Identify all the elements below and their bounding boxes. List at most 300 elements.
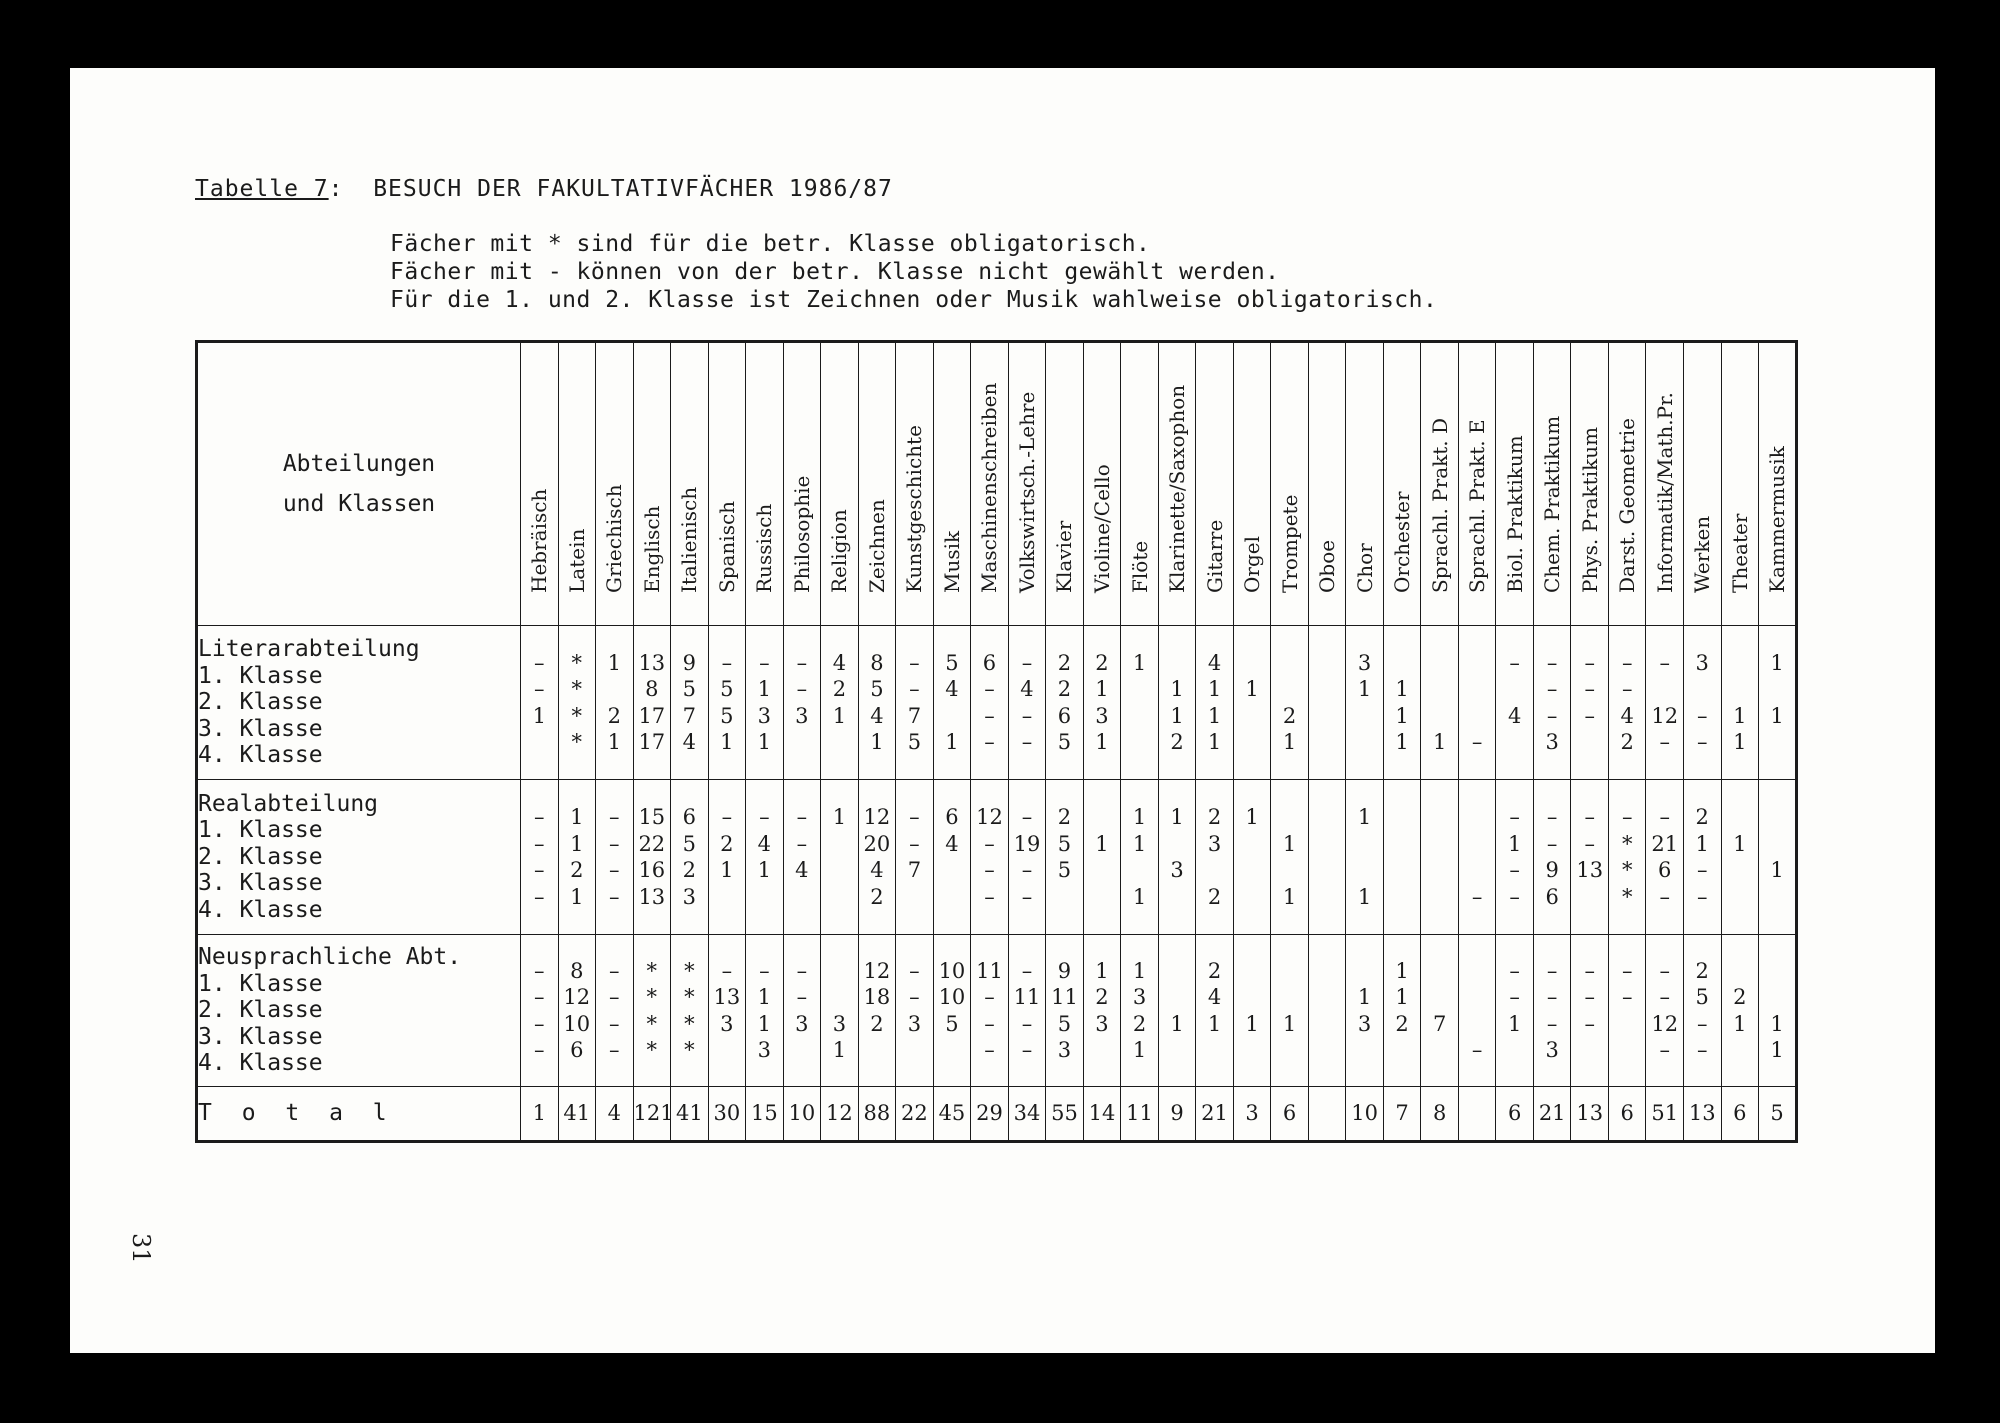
cell-value: 1 — [1095, 831, 1109, 856]
total-value — [1458, 1087, 1496, 1142]
cell-value: – — [984, 730, 995, 755]
cell-value — [1309, 884, 1346, 911]
total-value: 121 — [633, 1087, 671, 1142]
cell-value: 12 — [563, 985, 591, 1010]
total-value: 13 — [1571, 1087, 1609, 1142]
subject-cell — [1421, 780, 1459, 934]
subject-cell — [1383, 626, 1421, 780]
cell-value — [1159, 650, 1196, 677]
cell-value: – — [534, 1011, 545, 1036]
cell-value: – — [1509, 985, 1520, 1010]
cell-value: 6 — [945, 805, 959, 830]
cell-value: – — [1584, 958, 1595, 983]
cell-value: 3 — [757, 703, 772, 728]
subject-cell — [1158, 626, 1196, 780]
subject-cell — [1608, 626, 1646, 780]
subject-cell — [971, 626, 1009, 780]
class-label: 3. Klasse — [198, 715, 323, 742]
total-value: 30 — [708, 1087, 746, 1142]
cell-value: 1 — [1282, 831, 1297, 856]
cell-value: 3 — [1545, 730, 1559, 755]
title-text: BESUCH DER FAKULTATIVFÄCHER 1986/87 — [373, 176, 893, 202]
cell-value — [1722, 804, 1759, 831]
department-row — [197, 626, 1797, 780]
subject-cell — [1196, 780, 1234, 934]
total-value — [1308, 1087, 1346, 1142]
legend-note-not-selectable: Fächer mit - können von der betr. Klasse nicht gewählt werden. — [390, 259, 1280, 285]
cell-value: 1 — [1170, 677, 1184, 702]
subject-cell — [896, 626, 934, 780]
cell-value: 2 — [607, 703, 621, 728]
total-value: 12 — [821, 1087, 859, 1142]
cell-value: 3 — [1095, 703, 1109, 728]
cell-value: 1 — [757, 1011, 772, 1036]
cell-value: – — [1621, 958, 1633, 983]
cell-value — [1271, 804, 1308, 831]
subject-cell — [1421, 934, 1459, 1086]
cell-value — [709, 884, 746, 911]
cell-value — [896, 1037, 933, 1064]
cell-value — [1759, 984, 1795, 1011]
cell-value — [1459, 804, 1496, 831]
cell-value — [1309, 650, 1346, 677]
cell-value — [821, 857, 858, 884]
table-title — [195, 176, 893, 202]
total-value: 88 — [858, 1087, 896, 1142]
cell-value — [1121, 703, 1158, 730]
cell-value — [1271, 650, 1308, 677]
cell-value — [1421, 703, 1458, 730]
cell-value — [1421, 831, 1458, 858]
class-label: 2. Klasse — [198, 997, 323, 1024]
subject-cell — [933, 934, 971, 1086]
total-value: 6 — [1496, 1087, 1534, 1142]
cell-value: 13 — [638, 650, 666, 675]
total-label: T o t a l — [197, 1087, 521, 1142]
cell-value — [1759, 729, 1795, 756]
subject-cell — [671, 780, 709, 934]
cell-value: 4 — [870, 703, 884, 728]
subject-label: Biol. Praktikum — [1502, 435, 1527, 593]
subject-label: Klavier — [1052, 520, 1077, 593]
cell-value: – — [609, 884, 620, 909]
cell-value — [1759, 958, 1795, 985]
subject-label: Spanisch — [714, 500, 739, 593]
cell-value: 1 — [1733, 1011, 1747, 1036]
cell-value: 11 — [1051, 985, 1078, 1010]
cell-value: – — [1621, 985, 1633, 1010]
cell-value — [1121, 676, 1158, 703]
cell-value: – — [1659, 1038, 1670, 1063]
subject-label: Italienisch — [677, 486, 702, 593]
cell-value: 6 — [1658, 858, 1672, 883]
cell-value — [1159, 831, 1196, 858]
cell-value: – — [534, 884, 545, 909]
cell-value: 6 — [1545, 884, 1559, 909]
cell-value: – — [609, 858, 620, 883]
cell-value: – — [1584, 985, 1595, 1010]
department-name: Realabteilung — [198, 790, 379, 817]
cell-value — [1309, 831, 1346, 858]
cell-value: – — [909, 958, 920, 983]
cell-value: – — [909, 677, 920, 702]
subject-cell — [1083, 780, 1121, 934]
cell-value — [1234, 831, 1271, 858]
subject-cell — [821, 780, 859, 934]
cell-value: 1 — [1132, 884, 1147, 909]
subject-header — [1496, 342, 1534, 626]
cell-value — [934, 703, 971, 730]
cell-value — [1459, 984, 1496, 1011]
cell-value: 3 — [757, 1038, 772, 1063]
cell-value — [1309, 857, 1346, 884]
cell-value — [1496, 676, 1533, 703]
cell-value: – — [1696, 1011, 1708, 1036]
page-number: 31 — [127, 1233, 155, 1264]
subject-label: Orgel — [1240, 536, 1265, 593]
total-value: 15 — [746, 1087, 784, 1142]
subject-cell — [708, 626, 746, 780]
cell-value: 4 — [945, 677, 959, 702]
total-value: 4 — [596, 1087, 634, 1142]
cell-value — [1309, 1037, 1346, 1064]
subject-label: Chem. Praktikum — [1540, 415, 1565, 593]
subject-label: Flöte — [1127, 540, 1152, 593]
cell-value: 1 — [1132, 958, 1147, 983]
cell-value: 2 — [1282, 703, 1297, 728]
subject-label: Maschinenschreiben — [977, 382, 1002, 593]
cell-value: 1 — [1507, 1011, 1522, 1036]
legend-note-obligatory: Fächer mit * sind für die betr. Klasse obligatorisch. — [390, 231, 1151, 257]
subject-cell — [558, 780, 596, 934]
subject-header — [1008, 342, 1046, 626]
subject-cell — [671, 934, 709, 1086]
cell-value — [1046, 884, 1083, 911]
cell-value: – — [984, 985, 995, 1010]
subject-cell — [558, 626, 596, 780]
cell-value: 3 — [1357, 1011, 1372, 1036]
subject-cell — [1196, 626, 1234, 780]
subject-cell — [1308, 934, 1346, 1086]
cell-value — [1684, 676, 1721, 703]
subject-header — [858, 342, 896, 626]
cell-value: – — [1021, 805, 1033, 830]
cell-value: 13 — [638, 884, 666, 909]
cell-value — [1421, 804, 1458, 831]
subject-header — [521, 342, 559, 626]
cell-value — [746, 884, 783, 911]
cell-value: 1 — [1245, 1011, 1259, 1036]
cell-value: – — [1471, 730, 1483, 755]
cell-value — [1459, 703, 1496, 730]
cell-value: – — [796, 650, 808, 675]
cell-value: – — [1509, 958, 1520, 983]
subject-header — [558, 342, 596, 626]
cell-value: 4 — [870, 858, 884, 883]
cell-value: 6 — [1057, 703, 1072, 728]
cell-value — [1234, 1037, 1271, 1064]
cell-value: 5 — [945, 1011, 959, 1036]
cell-value: 2 — [570, 858, 584, 883]
cell-value: 1 — [1207, 703, 1222, 728]
class-label: 4. Klasse — [198, 1050, 323, 1077]
cell-value: 1 — [607, 730, 621, 755]
cell-value: 12 — [1651, 1011, 1679, 1036]
cell-value: * — [1621, 831, 1633, 856]
subject-header — [596, 342, 634, 626]
cell-value: 2 — [870, 884, 884, 909]
subject-cell — [1683, 626, 1721, 780]
cell-value: – — [1471, 1038, 1483, 1063]
total-value: 41 — [558, 1087, 596, 1142]
cell-value: 6 — [682, 805, 696, 830]
cell-value — [1196, 857, 1233, 884]
cell-value: 13 — [1576, 858, 1604, 883]
cell-value — [1459, 650, 1496, 677]
subject-label: Darst. Geometrie — [1615, 417, 1640, 593]
subject-label: Informatik/Math.Pr. — [1652, 392, 1677, 593]
cell-value: – — [759, 650, 770, 675]
cell-value: – — [1621, 677, 1633, 702]
cell-value: – — [1546, 1011, 1558, 1036]
corner-line-1: Abteilungen — [282, 451, 436, 477]
total-value: 22 — [896, 1087, 934, 1142]
cell-value: 1 — [870, 730, 884, 755]
cell-value — [1121, 857, 1158, 884]
cell-value: 1 — [1132, 650, 1147, 675]
cell-value: 2 — [1395, 1011, 1409, 1036]
cell-value — [1759, 804, 1795, 831]
cell-value: 4 — [1620, 703, 1634, 728]
subject-cell — [1533, 780, 1571, 934]
cell-value: – — [721, 958, 733, 983]
subject-cell — [521, 780, 559, 934]
cell-value: – — [534, 858, 545, 883]
subject-cell — [633, 934, 671, 1086]
cell-value: – — [759, 958, 770, 983]
cell-value — [1496, 729, 1533, 756]
subject-cell — [1646, 626, 1684, 780]
cell-value: 3 — [1357, 650, 1372, 675]
subject-label: Philosophie — [789, 475, 814, 593]
cell-value: * — [646, 958, 658, 983]
cell-value: * — [571, 730, 583, 755]
cell-value: 17 — [638, 703, 666, 728]
cell-value — [859, 1037, 896, 1064]
cell-value: 1 — [1357, 677, 1372, 702]
cell-value: 2 — [1207, 805, 1222, 830]
cell-value — [1159, 1037, 1196, 1064]
class-label: 1. Klasse — [198, 970, 323, 997]
subject-cell — [1046, 780, 1084, 934]
cell-value: 9 — [1057, 958, 1072, 983]
cell-value: – — [534, 831, 545, 856]
cell-value: – — [1546, 958, 1558, 983]
cell-value — [1346, 958, 1383, 985]
subject-cell — [1683, 780, 1721, 934]
subject-label: Klarinette/Saxophon — [1165, 384, 1190, 593]
cell-value: 2 — [832, 677, 847, 702]
total-row — [197, 1087, 1797, 1142]
cell-value — [1421, 958, 1458, 985]
cell-value: 2 — [1057, 805, 1072, 830]
cell-value: – — [984, 1038, 995, 1063]
cell-value: – — [1584, 677, 1595, 702]
class-label: 1. Klasse — [198, 662, 323, 689]
cell-value: 3 — [1695, 650, 1709, 675]
cell-value — [1271, 676, 1308, 703]
total-value: 14 — [1083, 1087, 1121, 1142]
subject-cell — [858, 626, 896, 780]
cell-value: – — [1659, 805, 1670, 830]
department-row — [197, 934, 1797, 1086]
cell-value — [1159, 958, 1196, 985]
cell-value: – — [1659, 884, 1670, 909]
cell-value: 1 — [1095, 677, 1109, 702]
subject-cell — [1759, 626, 1797, 780]
cell-value: – — [721, 805, 733, 830]
subject-cell — [1533, 626, 1571, 780]
cell-value: – — [534, 985, 545, 1010]
cell-value: 2 — [1057, 650, 1072, 675]
cell-value: 7 — [907, 858, 922, 883]
cell-value: 22 — [638, 831, 666, 856]
cell-value — [1609, 1011, 1646, 1038]
subject-label: Kammermusik — [1765, 446, 1789, 593]
subject-cell — [1608, 934, 1646, 1086]
attendance-table — [195, 340, 1798, 1143]
cell-value: 1 — [1733, 730, 1747, 755]
total-value: 10 — [1346, 1087, 1384, 1142]
cell-value: 15 — [638, 805, 666, 830]
cell-value — [1759, 884, 1795, 911]
cell-value: 1 — [1770, 858, 1784, 883]
subject-header — [933, 342, 971, 626]
cell-value: – — [984, 703, 995, 728]
cell-value — [521, 729, 558, 756]
subject-header — [1458, 342, 1496, 626]
department-name: Neusprachliche Abt. — [198, 944, 462, 971]
cell-value: 2 — [1695, 805, 1709, 830]
cell-value: 3 — [832, 1011, 847, 1036]
cell-value: 1 — [1432, 730, 1447, 755]
cell-value: 12 — [1651, 703, 1679, 728]
subject-header — [1383, 342, 1421, 626]
subject-cell — [1496, 780, 1534, 934]
cell-value — [1496, 1037, 1533, 1064]
department-name: Literarabteilung — [198, 636, 420, 663]
cell-value — [1271, 1037, 1308, 1064]
cell-value: – — [909, 831, 920, 856]
cell-value: * — [646, 1038, 658, 1063]
cell-value: 2 — [1057, 677, 1072, 702]
cell-value: 9 — [1545, 858, 1559, 883]
class-label: 2. Klasse — [198, 689, 323, 716]
subject-header — [1196, 342, 1234, 626]
subject-cell — [1721, 780, 1759, 934]
cell-value — [1609, 1037, 1646, 1064]
cell-value: 2 — [720, 831, 734, 856]
total-value: 10 — [783, 1087, 821, 1142]
cell-value — [1309, 729, 1346, 756]
cell-value: – — [1509, 884, 1520, 909]
cell-value: * — [646, 1011, 658, 1036]
cell-value: – — [1021, 650, 1033, 675]
cell-value: – — [1659, 730, 1670, 755]
total-value: 21 — [1196, 1087, 1234, 1142]
cell-value: 1 — [1357, 985, 1372, 1010]
subject-cell — [1308, 626, 1346, 780]
subject-cell — [1121, 780, 1159, 934]
cell-value: 1 — [1095, 958, 1109, 983]
cell-value — [1309, 958, 1346, 985]
subject-header — [1271, 342, 1309, 626]
subject-header — [633, 342, 671, 626]
subject-header — [1608, 342, 1646, 626]
subject-cell — [558, 934, 596, 1086]
cell-value: 17 — [638, 730, 666, 755]
cell-value: – — [984, 677, 995, 702]
subject-cell — [1458, 780, 1496, 934]
subject-label: Religion — [827, 509, 852, 593]
total-value: 51 — [1646, 1087, 1684, 1142]
cell-value: 12 — [863, 958, 891, 983]
cell-value: 1 — [757, 730, 772, 755]
cell-value: – — [1546, 985, 1558, 1010]
cell-value — [1384, 857, 1421, 884]
cell-value: * — [684, 958, 695, 983]
cell-value: 2 — [682, 858, 696, 883]
class-label: 4. Klasse — [198, 896, 323, 923]
subject-cell — [671, 626, 709, 780]
total-value: 13 — [1683, 1087, 1721, 1142]
cell-value — [1234, 729, 1271, 756]
cell-value — [1271, 857, 1308, 884]
subject-cell — [971, 934, 1009, 1086]
subject-label: Griechisch — [602, 484, 627, 593]
subject-cell — [783, 626, 821, 780]
cell-value — [1234, 650, 1271, 677]
cell-value: – — [909, 985, 920, 1010]
cell-value: – — [984, 884, 995, 909]
cell-value: * — [684, 985, 695, 1010]
subject-cell — [1383, 780, 1421, 934]
cell-value: 1 — [832, 805, 847, 830]
cell-value — [1309, 1011, 1346, 1038]
cell-value: 5 — [1695, 985, 1709, 1010]
subject-cell — [1158, 780, 1196, 934]
cell-value: 11 — [1013, 985, 1041, 1010]
total-value: 55 — [1046, 1087, 1084, 1142]
cell-value: 1 — [757, 858, 772, 883]
cell-value: 4 — [1207, 650, 1222, 675]
cell-value: 5 — [870, 677, 884, 702]
subject-cell — [1721, 934, 1759, 1086]
cell-value — [1309, 984, 1346, 1011]
cell-value: – — [1509, 805, 1520, 830]
cell-value: – — [1546, 805, 1558, 830]
cell-value — [1121, 729, 1158, 756]
subject-header — [746, 342, 784, 626]
total-value: 6 — [1608, 1087, 1646, 1142]
cell-value: 12 — [863, 805, 891, 830]
subject-header — [1158, 342, 1196, 626]
subject-label: Latein — [564, 528, 589, 593]
total-value: 45 — [933, 1087, 971, 1142]
cell-value — [1459, 831, 1496, 858]
cell-value: – — [984, 858, 995, 883]
cell-value: 5 — [1057, 831, 1072, 856]
